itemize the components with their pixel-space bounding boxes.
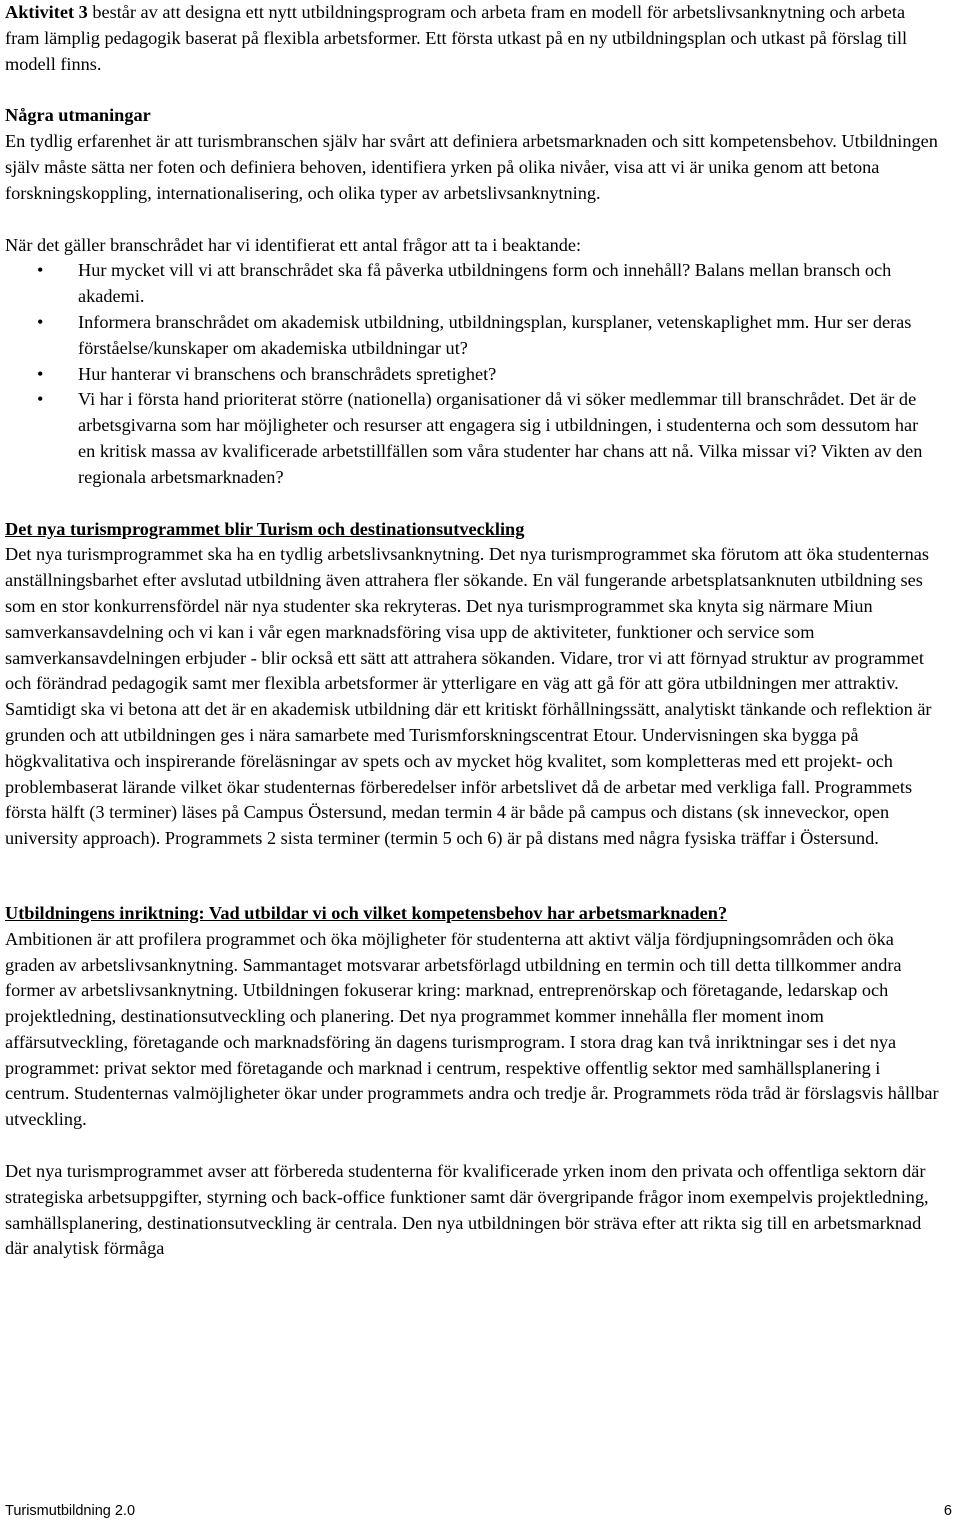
list-item: • Vi har i första hand prioriterat större (nationella) organisationer då vi söker medlemmar till branschrådet. Det är de arbetsgivarna som har möjligheter och resurser att engagera sig i utbildningen, i studenterna och som dessutom har en kritisk massa av kvalificerade arbetstillfällen som våra studenter har chans att nå. Vilka missar vi? Vikten av den regionala arbetsmarknaden? bbox=[5, 387, 940, 490]
program-heading: Det nya turismprogrammet blir Turism och destinationsutveckling bbox=[5, 518, 525, 539]
document-page bbox=[5, 0, 940, 1262]
industry-council-intro: När det gäller branschrådet har vi identifierat ett antal frågor att ta i beaktande: bbox=[5, 234, 582, 255]
list-item: • Hur mycket vill vi att branschrådet ska få påverka utbildningens form och innehåll? Balans mellan bransch och akademi. bbox=[5, 258, 940, 310]
page-number: 6 bbox=[943, 1503, 952, 1519]
footer-title: Turismutbildning 2.0 bbox=[5, 1503, 136, 1519]
intro-paragraph bbox=[5, 0, 940, 77]
intro-text: består av att designa ett nytt utbildningsprogram och arbeta fram en modell för arbetslivsanknytning och arbeta fram lämplig pedagogik baserat på flexibla arbetsformer. Ett första utkast på en ny utbildningsplan och utkast på förslag till modell finns. bbox=[5, 2, 908, 74]
orientation-text-2: Det nya turismprogrammet avser att förbereda studenterna för kvalificerade yrken inom den privata och offentliga sektorn där strategiska arbetsuppgifter, styrning och back-office funktioner samt där övergripande frågor inom exempelvis projektledning, samhällsplanering, destinationsutveckling är centrala. Den nya utbildningen bör sträva efter att rikta sig till en arbetsmarknad där analytisk förmåga bbox=[5, 1161, 929, 1259]
industry-council-list bbox=[5, 258, 940, 490]
page-footer bbox=[5, 1503, 952, 1519]
activity-label: Aktivitet 3 bbox=[5, 2, 88, 22]
challenges-text: En tydlig erfarenhet är att turismbranschen själv har svårt att definiera arbetsmarknaden och sitt kompetensbehov. Utbildningen själv måste sätta ner foten och definiera behoven, identifiera yrken på olika nivåer, visa att vi är unika genom att betona forskningskoppling, internationalisering, och olika typer av arbetslivsanknytning. bbox=[5, 131, 938, 203]
challenges-heading: Några utmaningar bbox=[5, 105, 151, 126]
orientation-heading: Utbildningens inriktning: Vad utbildar vi och vilket kompetensbehov har arbetsmarknaden? bbox=[5, 902, 728, 923]
list-item: • Hur hanterar vi branschens och branschrådets spretighet? bbox=[5, 362, 940, 388]
orientation-text: Ambitionen är att profilera programmet och öka möjligheter för studenterna att aktivt välja fördjupningsområden och öka graden av arbetslivsanknytning. Sammantaget motsvarar arbetsförlagd utbildning en termin och till detta tillkommer andra former av arbetslivsanknytning. Utbildningen fokuserar kring: marknad, entreprenörskap och företagande, ledarskap och projektledning, destinationsutveckling och planering. Det nya programmet kommer innehålla fler moment inom affärsutveckling, företagande och marknadsföring än dagens turismprogram. I stora drag kan två inriktningar ses i det nya programmet: privat sektor med företagande och marknad i centrum, respektive offentlig sektor med samhällsplanering i centrum. Studenternas valmöjligheter ökar under programmets andra och tredje år. Programmets röda tråd är förslagsvis hållbar utveckling. bbox=[5, 928, 939, 1130]
list-item: • Informera branschrådet om akademisk utbildning, utbildningsplan, kursplaner, vetenskaplighet mm. Hur ser deras förståelse/kunskaper om akademiska utbildningar ut? bbox=[5, 310, 940, 362]
program-text: Det nya turismprogrammet ska ha en tydlig arbetslivsanknytning. Det nya turismprogrammet ska förutom att öka studenternas anställningsbarhet efter avslutad utbildning även attrahera fler sökande. En väl fungerande arbetsplatsanknuten utbildning ses som en stor konkurrensfördel när nya studenter ska rekryteras. Det nya turismprogrammet ska knyta sig närmare Miun samverkansavdelning och vi kan i vår egen marknadsföring visa upp de aktiviteter, funktioner och service som samverkansavdelningen erbjuder - blir också ett sätt att attrahera sökanden. Vidare, tror vi att förnyad struktur av programmet och förändrad pedagogik samt mer flexibla arbetsformer är ytterligare en väg att gå för att göra utbildningen mer attraktiv. Samtidigt ska vi betona att det är en akademisk utbildning där ett kritiskt förhållningssätt, analytiskt tänkande och reflektion är grunden och att utbildningen ges i nära samarbete med Turismforskningscentrat Etour. Undervisningen ska bygga på högkvalitativa och inspirerande föreläsningar av spets och av mycket hög kvalitet, som kompletteras med ett projekt- och problembaserat lärande vilket ökar studenternas förberedelser inför arbetslivet då de arbetar med verkliga fall. Programmets första hälft (3 terminer) läses på Campus Östersund, medan termin 4 är både på campus och distans (sk inneveckor, open university approach). Programmets 2 sista terminer (termin 5 och 6) är på distans med några fysiska träffar i Östersund. bbox=[5, 544, 932, 849]
